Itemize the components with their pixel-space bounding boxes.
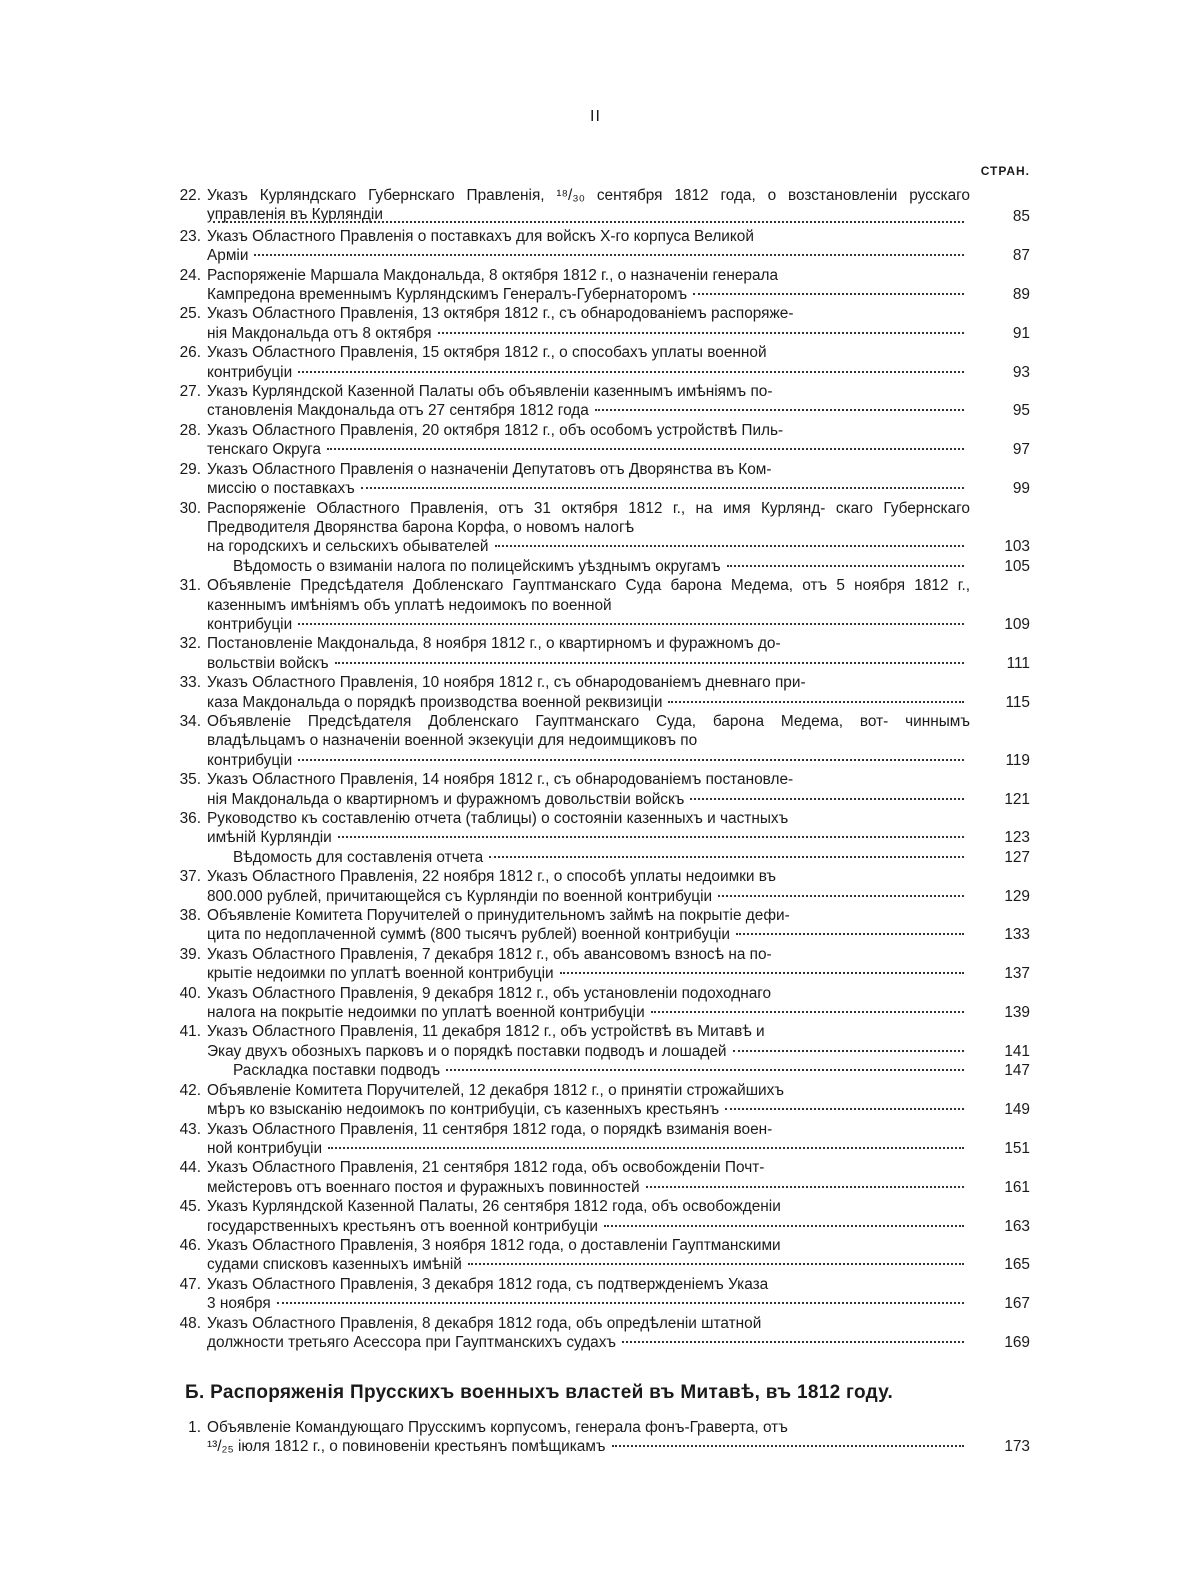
dot-leader — [298, 759, 964, 761]
entry-text-end: 800.000 рублей, причитающейся съ Курляндіи по военной контрибуціи — [207, 887, 713, 905]
entry-text-end: крытіе недоимки по уплатѣ военной контрибуціи — [207, 965, 554, 983]
entry-page-number: 137 — [1004, 965, 1030, 983]
entry-text-end: должности третьяго Асессора при Гауптманскихъ судахъ — [207, 1333, 617, 1351]
entry-number: 24. — [179, 266, 201, 284]
dot-leader — [725, 1108, 964, 1110]
entry-number: 43. — [179, 1120, 201, 1138]
entry-number: 34. — [179, 712, 201, 730]
dot-leader — [733, 1050, 964, 1052]
entry-number: 47. — [179, 1275, 201, 1293]
entry-text: Указъ Областного Правленія, 11 декабря 1812 г., объ устройствѣ въ Митавѣ и — [207, 1023, 765, 1041]
entry-text-end: тенскаго Округа — [207, 441, 321, 459]
section-heading: Б. Распоряженія Прусскихъ военныхъ властей въ Митавѣ, въ 1812 году. — [185, 1382, 894, 1403]
toc-entry — [165, 770, 1030, 809]
entry-number: 32. — [179, 635, 201, 653]
toc-entry — [165, 867, 1030, 906]
entry-text-end: имѣній Курляндіи — [207, 829, 332, 847]
dot-leader — [335, 662, 964, 664]
entry-text-end: налога на покрытіе недоимки по уплатѣ военной контрибуціи — [207, 1004, 645, 1022]
entry-text-end: вольствіи войскъ — [207, 654, 329, 672]
entry-text: Указъ Курляндской Казенной Палаты объ объявленіи казеннымъ имѣніямъ по- — [207, 383, 773, 401]
entry-text-end: нія Макдональда о квартирномъ и фуражномъ довольствіи войскъ — [207, 790, 685, 808]
entry-text: Руководство къ составленію отчета (таблицы) о состояніи казенныхъ и частныхъ — [207, 810, 789, 827]
toc-entry — [165, 343, 1030, 382]
entry-page-number: 123 — [1004, 829, 1030, 847]
entry-text-end: 3 ноября — [207, 1295, 271, 1313]
entry-page-number: 97 — [1012, 441, 1030, 459]
entry-text-end: государственныхъ крестьянъ отъ военной контрибуціи — [207, 1217, 599, 1235]
entry-text-end: миссію о поставкахъ — [207, 480, 355, 498]
entry-text: Указъ Областного Правленія, 15 октября 1812 г., о способахъ уплаты военной — [207, 344, 767, 362]
entry-text-end: Вѣдомость для составленія отчета — [233, 848, 484, 866]
entry-text: Указъ Курляндской Казенной Палаты, 26 сентября 1812 года, объ освобожденіи — [207, 1198, 781, 1216]
dot-leader — [438, 332, 964, 334]
entry-number: 27. — [179, 383, 201, 401]
entry-page-number: 163 — [1004, 1217, 1030, 1235]
page-number: II — [590, 108, 601, 125]
toc-entry — [165, 460, 1030, 499]
entry-number: 42. — [179, 1081, 201, 1099]
entry-number: 39. — [179, 945, 201, 963]
toc-entry — [165, 1120, 1030, 1159]
table-of-contents-section-b — [165, 1418, 1030, 1457]
entry-page-number: 109 — [1004, 615, 1030, 633]
dot-leader — [298, 371, 964, 373]
entry-page-number: 85 — [1012, 208, 1030, 226]
dot-leader — [612, 1445, 964, 1447]
entry-page-number: 151 — [1004, 1139, 1030, 1157]
dot-leader — [727, 565, 964, 567]
entry-number: 38. — [179, 907, 201, 925]
entry-page-number: 89 — [1012, 286, 1030, 304]
entry-number: 31. — [179, 577, 201, 595]
entry-text: Указъ Областного Правленія о поставкахъ для войскъ Х-го корпуса Великой — [207, 227, 754, 245]
entry-text-end: ной контрибуціи — [207, 1139, 323, 1157]
entry-text: Объявленіе Комитета Поручителей о принудительномъ займѣ на покрытіе дефи- — [207, 907, 790, 925]
dot-leader — [604, 1225, 964, 1227]
entry-page-number: 141 — [1004, 1042, 1030, 1060]
dot-leader — [468, 1263, 964, 1265]
entry-text-end: контрибуціи — [207, 615, 293, 633]
dot-leader — [693, 293, 964, 295]
entry-text: Указъ Областного Правленія, 10 ноября 1812 г., съ обнародованіемъ дневнаго при- — [207, 674, 806, 692]
entry-text-end: Раскладка поставки подводъ — [233, 1062, 441, 1080]
entry-page-number: 121 — [1004, 790, 1030, 808]
dot-leader — [298, 623, 964, 625]
entry-number: 45. — [179, 1198, 201, 1216]
dot-leader — [213, 221, 964, 223]
entry-text: Указъ Курляндскаго Губернскаго Правленія, ¹⁸/₃₀ сентября 1812 года, о возстановленіи русскаго управленія въ Курляндіи — [207, 187, 970, 224]
entry-text-end: контрибуціи — [207, 751, 293, 769]
dot-leader — [646, 1186, 964, 1188]
entry-text-end: становленія Макдональда отъ 27 сентября 1812 года — [207, 402, 589, 420]
entry-text: Постановленіе Макдональда, 8 ноября 1812 г., о квартирномъ и фуражномъ до- — [207, 635, 781, 653]
entry-page-number: 161 — [1004, 1178, 1030, 1196]
entry-text: Распоряженіе Маршала Макдональда, 8 октября 1812 г., о назначеніи генерала — [207, 266, 779, 284]
entry-text: Распоряженіе Областного Правленія, отъ 31 октября 1812 г., на имя Курлянд- скаго Губернскаго Предводителя Дворянства барона Корфа, о новомъ налогѣ — [207, 499, 970, 536]
entry-page-number: 173 — [1004, 1438, 1030, 1456]
toc-entry — [165, 1197, 1030, 1236]
entry-number: 23. — [179, 227, 201, 245]
entry-text: Указъ Областного Правленія, 11 сентября 1812 года, о порядкѣ взиманія воен- — [207, 1120, 773, 1138]
dot-leader — [338, 836, 964, 838]
entry-number: 35. — [179, 771, 201, 789]
entry-text: Объявленіе Командующаго Прусскимъ корпусомъ, генерала фонъ-Граверта, отъ — [207, 1419, 788, 1436]
entry-text-end: мѣръ ко взысканію недоимокъ по контрибуціи, съ казенныхъ крестьянъ — [207, 1101, 720, 1119]
entry-text: Указъ Областного Правленія, 9 декабря 1812 г., объ установленіи подоходнаго — [207, 984, 772, 1002]
entry-number: 29. — [179, 460, 201, 478]
toc-entry — [165, 421, 1030, 460]
toc-entry — [165, 576, 1030, 634]
entry-number: 25. — [179, 305, 201, 323]
toc-entry — [165, 712, 1030, 770]
entry-text: Указъ Областного Правленія, 21 сентября 1812 года, объ освобожденіи Почт- — [207, 1159, 765, 1177]
entry-text-end: Арміи — [207, 247, 249, 265]
toc-entry — [165, 1158, 1030, 1197]
entry-page-number: 119 — [1005, 751, 1030, 769]
entry-page-number: 147 — [1004, 1062, 1030, 1080]
toc-entry — [165, 1061, 1030, 1080]
dot-leader — [361, 487, 964, 489]
toc-entry — [165, 499, 1030, 557]
entry-text-end: судами списковъ казенныхъ имѣній — [207, 1256, 462, 1274]
toc-entry — [165, 186, 1030, 227]
entry-text-end: Экау двухъ обозныхъ парковъ и о порядкѣ поставки подводъ и лошадей — [207, 1042, 727, 1060]
dot-leader — [718, 895, 964, 897]
entry-number: 48. — [179, 1314, 201, 1332]
entry-text: Указъ Областного Правленія о назначеніи Депутатовъ отъ Дворянства въ Ком- — [207, 460, 772, 478]
entry-text-end: на городскихъ и сельскихъ обывателей — [207, 538, 489, 556]
toc-entry — [165, 906, 1030, 945]
entry-number: 40. — [179, 984, 201, 1002]
toc-entry — [165, 266, 1030, 305]
entry-number: 44. — [179, 1159, 201, 1177]
toc-entry — [165, 673, 1030, 712]
entry-text: Объявленіе Предсѣдателя Добленскаго Гауптманскаго Суда барона Медема, отъ 5 ноября 1812 г., казеннымъ имѣніямъ объ уплатѣ недоимокъ по военной — [207, 577, 970, 614]
entry-number: 41. — [179, 1023, 201, 1041]
dot-leader — [328, 1147, 964, 1149]
entry-text-end: Кампредона временнымъ Курляндскимъ Генералъ-Губернаторомъ — [207, 286, 688, 304]
dot-leader — [495, 545, 964, 547]
dot-leader — [651, 1011, 964, 1013]
toc-entry — [165, 1314, 1030, 1353]
dot-leader — [690, 798, 964, 800]
toc-entry — [165, 1236, 1030, 1275]
entry-page-number: 99 — [1012, 480, 1030, 498]
dot-leader — [595, 409, 964, 411]
entry-page-number: 87 — [1012, 247, 1030, 265]
entry-number: 36. — [179, 810, 201, 827]
entry-text-end: ¹³/₂₅ іюля 1812 г., о повиновеніи крестьянъ помѣщикамъ — [207, 1438, 606, 1456]
entry-page-number: 129 — [1004, 887, 1030, 905]
entry-number: 37. — [179, 868, 201, 886]
toc-entry — [165, 1275, 1030, 1314]
entry-page-number: 127 — [1004, 848, 1030, 866]
toc-entry — [165, 227, 1030, 266]
entry-number: 33. — [179, 674, 201, 692]
entry-page-number: 133 — [1004, 926, 1030, 944]
entry-number: 22. — [179, 187, 201, 204]
toc-entry — [165, 1081, 1030, 1120]
entry-text: Указъ Областного Правленія, 20 октября 1812 г., объ особомъ устройствѣ Пиль- — [207, 421, 784, 439]
entry-page-number: 139 — [1004, 1004, 1030, 1022]
entry-number: 46. — [179, 1236, 201, 1254]
entry-text: Объявленіе Предсѣдателя Добленскаго Гауптманскаго Суда, барона Медема, вот- чиннымъ владѣльцамъ о назначеніи военной экзекуціи для недоимщиковъ по — [207, 712, 970, 750]
entry-number: 30. — [179, 499, 201, 517]
dot-leader — [622, 1341, 964, 1343]
entry-page-number: 111 — [1006, 654, 1030, 672]
dot-leader — [327, 448, 964, 450]
toc-entry — [165, 945, 1030, 984]
toc-entry — [165, 984, 1030, 1023]
entry-text-end: Вѣдомость о взиманіи налога по полицейскимъ уѣзднымъ округамъ — [233, 557, 721, 575]
entry-text: Указъ Областного Правленія, 3 декабря 1812 года, съ подтвержденіемъ Указа — [207, 1275, 769, 1293]
entry-text-end: контрибуціи — [207, 363, 293, 381]
entry-text: Указъ Областного Правленія, 14 ноября 1812 г., съ обнародованіемъ постановле- — [207, 771, 794, 789]
toc-entry — [165, 557, 1030, 576]
table-of-contents — [165, 186, 1030, 1352]
entry-text: Указъ Областного Правленія, 3 ноября 1812 года, о доставленіи Гауптманскими — [207, 1236, 781, 1254]
entry-text-end: мейстеровъ отъ военнаго постоя и фуражныхъ повинностей — [207, 1178, 640, 1196]
entry-text: Объявленіе Комитета Поручителей, 12 декабря 1812 г., о принятіи строжайшихъ — [207, 1081, 784, 1099]
toc-entry — [165, 634, 1030, 673]
toc-entry — [165, 1418, 1030, 1457]
toc-entry — [165, 304, 1030, 343]
dot-leader — [446, 1069, 964, 1071]
entry-page-number: 149 — [1004, 1101, 1030, 1119]
entry-text-end: каза Макдональда о порядкѣ производства военной реквизиціи — [207, 693, 663, 711]
dot-leader — [668, 701, 964, 703]
entry-text: Указъ Областного Правленія, 8 декабря 1812 года, объ опредѣленіи штатной — [207, 1314, 762, 1332]
entry-page-number: 95 — [1012, 402, 1030, 420]
entry-text-end: цита по недоплаченной суммѣ (800 тысячъ рублей) военной контрибуціи — [207, 926, 730, 944]
dot-leader — [560, 972, 964, 974]
entry-page-number: 169 — [1004, 1333, 1030, 1351]
entry-text: Указъ Областного Правленія, 7 декабря 1812 г., объ авансовомъ взносѣ на по- — [207, 945, 772, 963]
entry-page-number: 167 — [1004, 1295, 1030, 1313]
toc-entry — [165, 382, 1030, 421]
dot-leader — [277, 1302, 964, 1304]
toc-entry — [165, 848, 1030, 867]
dot-leader — [736, 933, 964, 935]
entry-number: 1. — [188, 1419, 201, 1436]
entry-text: Указъ Областного Правленія, 22 ноября 1812 г., о способѣ уплаты недоимки въ — [207, 868, 777, 886]
entry-page-number: 103 — [1004, 538, 1030, 556]
entry-page-number: 93 — [1012, 363, 1030, 381]
entry-page-number: 165 — [1004, 1256, 1030, 1274]
page-column-header: СТРАН. — [980, 164, 1030, 178]
entry-text: Указъ Областного Правленія, 13 октября 1812 г., съ обнародованіемъ распоряже- — [207, 305, 794, 323]
entry-number: 26. — [179, 344, 201, 362]
entry-page-number: 91 — [1012, 324, 1030, 342]
entry-number: 28. — [179, 421, 201, 439]
entry-page-number: 105 — [1004, 557, 1030, 575]
toc-entry — [165, 809, 1030, 848]
entry-text-end: нія Макдональда отъ 8 октября — [207, 324, 432, 342]
toc-entry — [165, 1022, 1030, 1061]
entry-page-number: 115 — [1005, 693, 1030, 711]
dot-leader — [489, 856, 964, 858]
dot-leader — [254, 254, 964, 256]
